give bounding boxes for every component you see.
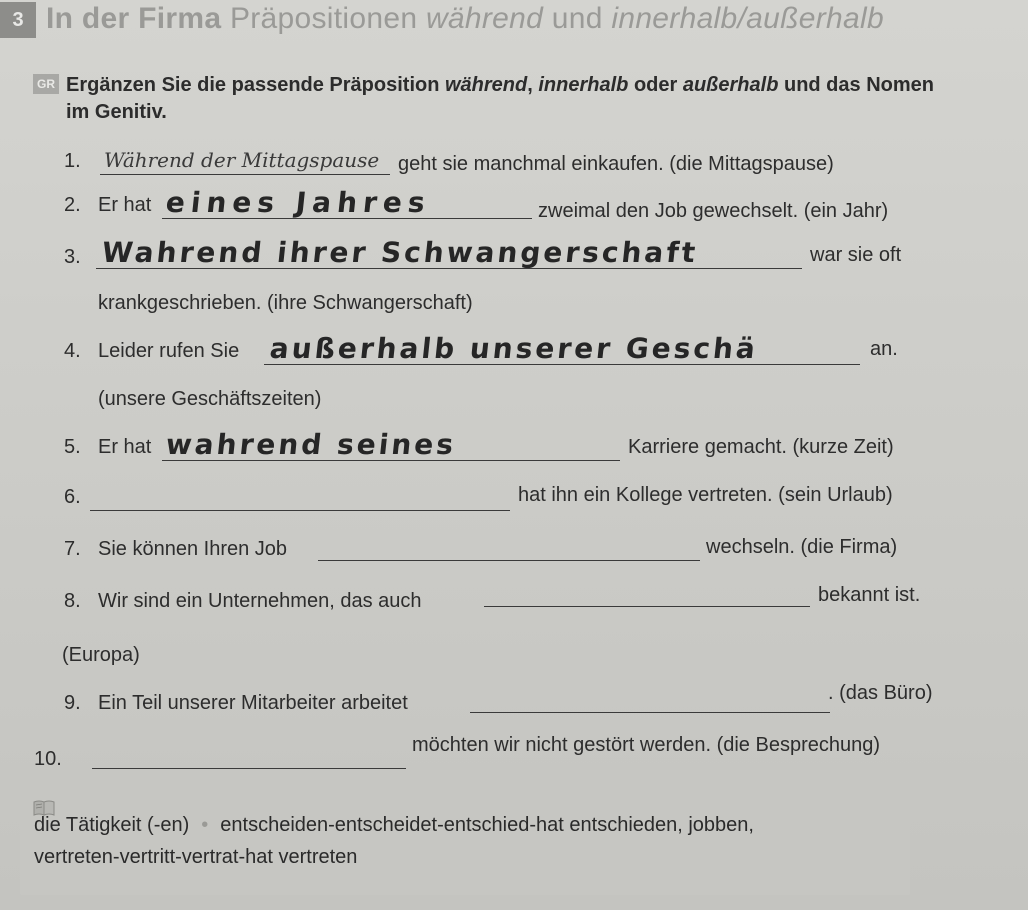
exercise-6-text-after: hat ihn ein Kollege vertreten. (sein Urlaub)	[518, 484, 893, 506]
vocabulary-text	[34, 809, 754, 873]
exercise-3-number: 3.	[64, 246, 81, 268]
exercise-4-text-before: Leider rufen Sie	[98, 340, 240, 362]
grammar-badge: GR	[33, 74, 59, 94]
instr-word-2: innerhalb	[538, 74, 629, 96]
instr-part-d: und das Nomen im Genitiv.	[66, 74, 934, 123]
exercise-2-text-before: Er hat	[98, 194, 152, 216]
title-italic-1: während	[425, 2, 544, 35]
instruction-text	[66, 72, 946, 126]
exercise-8-number: 8.	[64, 590, 81, 612]
exercise-9-text-after: . (das Büro)	[828, 682, 933, 704]
exercise-5-text-after: Karriere gemacht. (kurze Zeit)	[628, 436, 894, 458]
exercise-10-blank[interactable]	[92, 768, 406, 769]
exercise-7-text-before: Sie können Ihren Job	[98, 538, 288, 560]
exercise-1-text-after: geht sie manchmal einkaufen. (die Mittagspause)	[398, 153, 834, 175]
exercise-10-number: 10.	[34, 748, 62, 770]
exercise-3-text-after-2: krankgeschrieben. (ihre Schwangerschaft)	[98, 292, 473, 314]
vocab-item-vertreten: vertreten-vertritt-vertrat-hat vertreten	[34, 846, 358, 868]
instr-word-3: außerhalb	[682, 74, 779, 96]
exercise-6-blank[interactable]	[90, 510, 510, 511]
instr-word-1: während	[445, 74, 528, 96]
exercise-5-answer: wahrend seines	[164, 428, 458, 461]
exercise-4-answer: außerhalb unserer Geschä	[268, 332, 760, 365]
title-subtitle	[230, 2, 884, 35]
exercise-8-text-before: Wir sind ein Unternehmen, das auch	[98, 590, 422, 612]
section-title	[46, 2, 884, 36]
title-main: In der Firma	[46, 2, 222, 35]
exercise-4-text-after-2: (unsere Geschäftszeiten)	[98, 388, 322, 410]
exercise-3-answer: Wahrend ihrer Schwangerschaft	[100, 236, 700, 269]
vocab-item-entscheiden: entscheiden-entscheidet-entschied-hat entschieden, jobben,	[220, 814, 754, 836]
exercise-7-blank[interactable]	[318, 560, 700, 561]
exercise-2-number: 2.	[64, 194, 81, 216]
exercise-8-blank[interactable]	[484, 606, 810, 607]
exercise-2-text-after: zweimal den Job gewechselt. (ein Jahr)	[538, 200, 889, 222]
exercise-5-text-before: Er hat	[98, 436, 152, 458]
exercise-10-text-after: möchten wir nicht gestört werden. (die Besprechung)	[412, 734, 881, 756]
vocabulary-box	[20, 795, 910, 895]
exercise-7-text-after: wechseln. (die Firma)	[706, 536, 898, 558]
exercise-1-blank[interactable]	[100, 174, 390, 175]
exercise-5-number: 5.	[64, 436, 81, 458]
instr-part-a: Ergänzen Sie die passende Präposition	[66, 74, 445, 96]
section-header	[0, 0, 1028, 60]
exercise-7-number: 7.	[64, 538, 81, 560]
exercise-9-number: 9.	[64, 692, 81, 714]
vocab-item-taetigkeit: die Tätigkeit (-en)	[34, 814, 190, 836]
exercise-9-blank[interactable]	[470, 712, 830, 713]
title-italic-2: innerhalb/außerhalb	[611, 2, 884, 35]
exercise-4-number: 4.	[64, 340, 81, 362]
exercise-3-text-after: war sie oft	[810, 244, 902, 266]
exercise-1-number: 1.	[64, 150, 81, 172]
section-number-badge: 3	[0, 2, 36, 38]
instr-part-b: ,	[527, 74, 539, 96]
exercise-8-text-after: bekannt ist.	[818, 584, 921, 606]
exercise-6-number: 6.	[64, 486, 81, 508]
exercise-4-text-after: an.	[870, 338, 898, 360]
instr-part-c: oder	[628, 74, 683, 96]
exercise-1-answer: Während der Mittagspause	[104, 148, 380, 172]
exercise-9-text-before: Ein Teil unserer Mitarbeiter arbeitet	[98, 692, 408, 714]
title-rest-prefix: Präpositionen	[229, 2, 426, 35]
exercise-2-answer: eines Jahres	[164, 186, 433, 219]
vocab-separator: •	[201, 814, 209, 836]
title-rest-mid: und	[543, 2, 612, 35]
exercise-8-text-after-2: (Europa)	[62, 644, 140, 666]
